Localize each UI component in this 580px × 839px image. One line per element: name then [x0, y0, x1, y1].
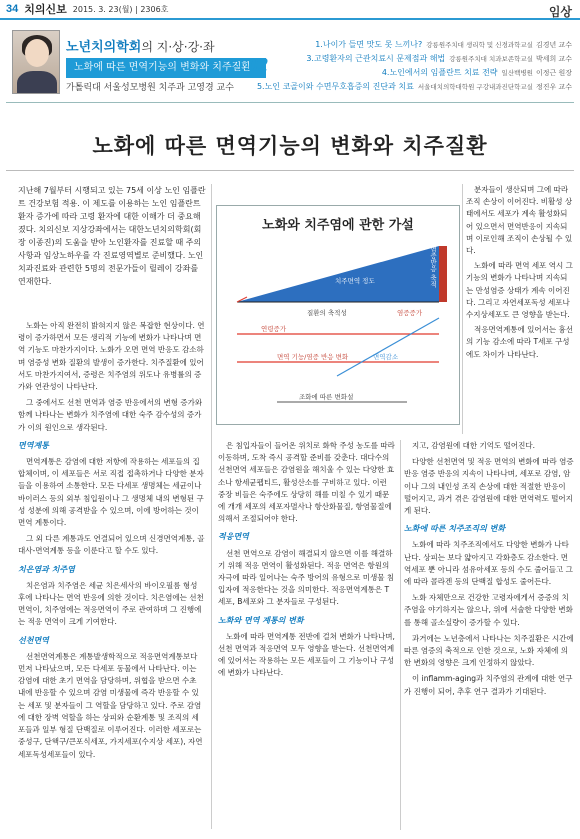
- paragraph: 그 외 다른 계통과도 연결되어 있으며 신경면역계통, 골대사-면역계통 등을 이룬다고 할 수도 있다.: [18, 534, 205, 556]
- subheading: 치은염과 치주염: [18, 564, 75, 574]
- fig-label-inc: 염증증가: [397, 309, 423, 317]
- toc-item: [300, 38, 572, 52]
- subheading: 노화와 면역 계통의 변화: [218, 615, 304, 625]
- paragraph: 분자들이 생산되며 그에 따라 조직 손상이 이어진다. 비활성 상태에서도 세포가 계속 활성화되어 있으면서 면역반응이 지속되며 이로인해 조직이 손상될 수 있다.: [466, 185, 573, 256]
- toc-affiliation: 강릉원주치대 생리학 및 신경과학교실: [426, 41, 533, 49]
- series-title: [66, 36, 215, 55]
- fig-label-dec: 면역 기능/염증 반응 변화: [277, 353, 349, 361]
- author-credit: 가톨릭대 서울성모병원 치주과 고영경 교수: [66, 83, 234, 93]
- page-header: [0, 0, 580, 20]
- paragraph: 지고, 감염원에 대한 기억도 떨어진다.: [412, 441, 535, 450]
- lecture-number: 02: [248, 54, 268, 76]
- newspaper-name: 치의신보: [24, 4, 67, 16]
- right-top-column: [466, 184, 574, 434]
- paragraph: 은 침입자들이 들어온 위치로 화학 주성 농도를 따라 이동하며, 도착 즉시 공격할 준비를 갖춘다. 대다수의 선천면역 세포들은 감염원을 해치울 수 있는 다양한 효소나 항세균펩티드, 활성산소를 구비하고 있다. 이런 중장 비들은 숙주에도 상당히 해를 미칠 수 있기 때문에 개개 세포의 세포자멸사나 항산화물질, 항염물질에 의해서 조절되어야 한다.: [218, 441, 395, 524]
- lecture-subtitle: 노화에 따른 면역기능의 변화와 치주질환: [66, 58, 266, 78]
- fig-label-diag: 질환의 축적성: [307, 309, 347, 317]
- paragraph: 적응면역계통에 있어서는 흉선의 기능 감소에 따라 T세포 구성에도 차이가 나타난다.: [466, 325, 573, 359]
- body-column-1: [18, 320, 206, 830]
- fig-label-inflam: 염증반응 축적: [429, 246, 437, 288]
- paragraph: 과거에는 노년층에서 나타나는 치주질환은 시간에 따른 염증의 축적으로 인한 것으로, 노화 자체에 의한 변화의 영향은 크게 인정하지 않았다.: [404, 633, 574, 668]
- toc-title: 3.고령환자의 근관치료시 문제점과 해법: [306, 54, 446, 63]
- paragraph: 그 중에서도 선천 면역과 염증 반응에서의 변형 증가와 함께 나타나는 변화가 치주염에 대한 숙주 감수성의 증가가 이의 원인으로 생각된다.: [18, 398, 203, 432]
- fig-label-aging: 연령증가: [261, 325, 287, 333]
- author-photo: [12, 30, 60, 94]
- paragraph: 이 inflamm-aging과 치주염의 관계에 대한 연구가 진행이 되어, 추후 연구 결과가 기대된다.: [404, 674, 573, 696]
- page-number: 34: [6, 3, 19, 15]
- toc-title: 5.노인 코골이와 수면무호흡증의 진단과 치료: [256, 82, 414, 91]
- paragraph: 노화에 따라 면역계통 전반에 걸쳐 변화가 나타나며, 선천 면역과 적응면역 모두 영향을 받는다. 선천면역계에 있어서는 작용하는 모든 세포들이 그 기능이나 구성에 변화가 나타난다.: [218, 631, 395, 678]
- paragraph: 치은염과 치주염은 세균 치은세사의 바이오필름 형성 후에 나타나는 면역 반응에 의한 것이다. 치은염에는 선천 면역이, 치주염에는 적응면역이 주로 관여하며 그 진행에는 적응 면역이 크게 기여한다.: [18, 580, 204, 627]
- toc-author: 박세희 교수: [535, 55, 572, 63]
- fig-label-immune: 면역감소: [373, 353, 399, 361]
- fig-label-resp: 치주면역 정도: [335, 277, 375, 285]
- subheading: 면역계통: [18, 440, 49, 450]
- paragraph: 노화는 아직 완전히 밝혀지지 않은 복잡한 현상이다. 연령이 증가하면서 모든 생리적 기능에 변화가 나타나며 면역 기능도 마찬가지이다. 노화가 오면 면역 반응도 감소하며 염증성 변화 질환의 발생이 증가한다. 치주질환에 있어서도 마찬가지여서, 증령은 치주염의 위도나 유병률의 증가와 연관성이 나타난다.: [18, 321, 205, 392]
- toc-affiliation: 일산백병원: [501, 69, 533, 77]
- toc-affiliation: 강릉원주치대 치과보존학교실: [449, 55, 533, 63]
- body-column-3: [404, 440, 574, 830]
- lead-paragraph: 지난해 7월부터 시행되고 있는 75세 이상 노인 임플란트 건강보험 적용. 이 제도를 이용하는 노인 임플란트 환자 증가에 따라 고령 환자에 대한 이해가 더 중요해졌다. 치의신보 지상강좌에서는 대한노년치의학회(회장 이종진)의 도움을 받아 노인환자를 진료할 때 주의사항과 임상노하우를 각 진료영역별로 준비했다. 노인 치과진료와 관련한 5명의 전문가들이 릴레이 강좌를 연재한다.: [18, 186, 206, 286]
- toc-title: 4.노인에서의 임플란트 치료 전략: [381, 68, 498, 77]
- section-label: 임상: [548, 5, 572, 19]
- paragraph: 노화 자체만으로 건강한 고령자에게서 증증의 치주염을 야기하지는 않으나, 위에 서술한 다양한 변화를 통해 골소실량이 증가할 수 있다.: [404, 593, 573, 627]
- toc-item: [300, 66, 572, 80]
- toc-author: 정진우 교수: [535, 83, 572, 91]
- body-column-2: [218, 440, 396, 830]
- series-rest: 의 지·상·강·좌: [141, 40, 215, 54]
- paragraph: 노화에 따라 면역 세포 역시 그 기능의 변화가 나타나며 지속되는 만성염증 상태가 계속 이어진다. 그리고 자연세포독성 세포나 수지상세포도 큰 영향을 받는다.: [466, 261, 573, 320]
- hypothesis-figure: [216, 205, 460, 425]
- figure-title: 노화와 치주염에 관한 가설: [262, 218, 414, 233]
- toc-item: [256, 80, 572, 94]
- paragraph: 다양한 선천면역 및 적응 면역의 변화에 따라 염증 반응 염증 반응의 지속이 나타나며, 세포로 감염, 암이나 그의 내인성 조직 손상에 대한 적절한 반응이 떨어지고, 과거 겪은 감염원에 대한 면역력도 떨어지게 된다.: [404, 457, 574, 516]
- series-name: 노년치의학회: [66, 40, 142, 55]
- subheading: 적응면역: [218, 532, 249, 542]
- subheading: 선천면역: [18, 635, 49, 645]
- paragraph: 선천 면역으로 감염이 해결되지 않으면 이를 해결하기 위해 적응 면역이 활성화된다. 적응 면역은 항원의 자극에 따라 일어나는 숙주 방어의 유형으로 미생물 침입자에 적응한다는 것을 의미한다. 적응면역계통은 T세포, B세포와 그 분자들로 구성된다.: [218, 548, 395, 607]
- issue-date: 2015. 3. 23(월) | 2306호: [72, 4, 169, 14]
- toc-author: 이정근 원장: [535, 69, 572, 77]
- subheading: 노화에 따른 치주조직의 변화: [404, 524, 506, 534]
- fig-label-bottom: 조화에 따른 변화설: [299, 393, 354, 401]
- toc-item: [300, 52, 572, 66]
- toc-author: 김경년 교수: [535, 41, 572, 49]
- paragraph: 선천면역계통은 계통발생학적으로 적응면역계통보다 먼저 나타났으며, 모든 다세포 동물에서 나타난다. 이는 감염에 대한 초기 면역을 담당하며, 위협을 받으면 수초 내에 반응할 수 있으며 감염 미생물에 즉각 반응할 수 있는 세포 및 분자들이 그 역할을 담당하고 있다. 주로 감염에 대한 장벽 역할을 하는 상피와 순환계통 및 조직의 세포들과 일부 형질 단백질로 이루어진다. 이러한 세포로는 중성구, 단핵구/큰포식세포, 가지세포(수지상 세포), 자연세포독성세포들이 있다.: [18, 651, 203, 759]
- article-headline: 노화에 따른 면역기능의 변화와 치주질환: [92, 134, 488, 158]
- paragraph: 면역계통은 감염에 대한 저항에 작용하는 세포들의 집합체이며, 이 세포들은 서로 직접 접촉하거나 다양한 분자들을 이용하여 소통한다. 모든 다세포 생명체는 세균이나 바이러스 등의 외부 침입원이나 그 생명체 내의 변형된 구성 성분에 의해 공격받을 수 있으며, 이에 방어하는 것이 면역 계통이다.: [18, 457, 204, 528]
- toc-title: 1.나이가 들면 맛도 못 느끼나?: [315, 40, 423, 49]
- toc-affiliation: 서울대치의학대학원 구강내과진단학교실: [417, 83, 533, 91]
- paragraph: 노화에 따라 치주조직에서도 다양한 변화가 나타난다. 상피는 보다 얇아지고 각화층도 감소한다. 면역세포 뿐 아니라 섬유아세포 등의 수도 줄어들고 그에 따라 콜라겐 등의 단백질 합성도 줄어든다.: [404, 540, 573, 587]
